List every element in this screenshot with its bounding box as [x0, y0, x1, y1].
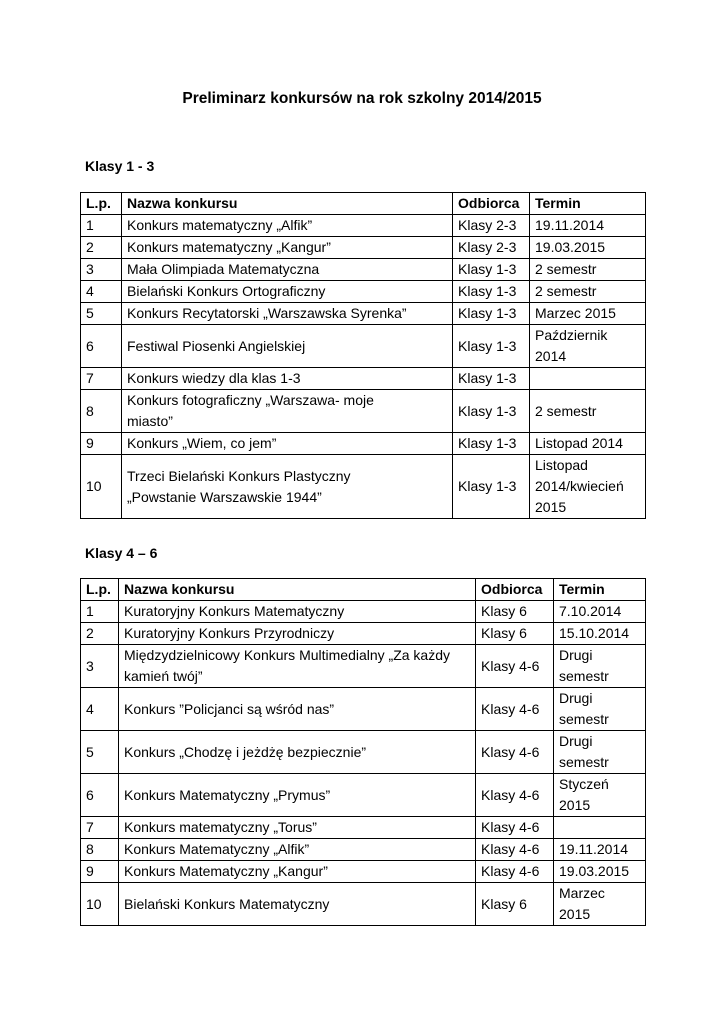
column-header-nazwa: Nazwa konkursu [122, 193, 453, 215]
cell-termin: Marzec 2015 [530, 303, 646, 325]
cell-odbiorca: Klasy 4-6 [476, 774, 554, 817]
table-row [81, 215, 646, 237]
cell-nazwa: Festiwal Piosenki Angielskiej [122, 325, 453, 368]
cell-nazwa: Konkurs Matematyczny „Kangur” [119, 861, 476, 883]
table-row [81, 688, 646, 731]
cell-termin: Drugi semestr [554, 731, 646, 774]
table-row [81, 623, 646, 645]
cell-nazwa: Konkurs Recytatorski „Warszawska Syrenka” [122, 303, 453, 325]
table-row [81, 601, 646, 623]
table-row [81, 455, 646, 519]
table-row [81, 259, 646, 281]
cell-odbiorca: Klasy 4-6 [476, 817, 554, 839]
cell-nazwa: Kuratoryjny Konkurs Przyrodniczy [119, 623, 476, 645]
cell-odbiorca: Klasy 6 [476, 883, 554, 926]
column-header-lp: L.p. [81, 193, 122, 215]
table-row [81, 325, 646, 368]
cell-lp: 8 [81, 390, 122, 433]
cell-termin: 7.10.2014 [554, 601, 646, 623]
cell-termin: 19.11.2014 [530, 215, 646, 237]
cell-termin: Październik 2014 [530, 325, 646, 368]
cell-lp: 8 [81, 839, 119, 861]
cell-odbiorca: Klasy 4-6 [476, 839, 554, 861]
cell-termin: Drugi semestr [554, 645, 646, 688]
table-row [81, 281, 646, 303]
cell-nazwa: Trzeci Bielański Konkurs Plastyczny „Powstanie Warszawskie 1944” [122, 455, 453, 519]
cell-termin [530, 368, 646, 390]
cell-lp: 9 [81, 861, 119, 883]
cell-odbiorca: Klasy 1-3 [453, 281, 530, 303]
cell-termin: Listopad 2014/kwiecień 2015 [530, 455, 646, 519]
column-header-termin: Termin [530, 193, 646, 215]
cell-lp: 4 [81, 281, 122, 303]
cell-lp: 6 [81, 774, 119, 817]
cell-termin: Marzec 2015 [554, 883, 646, 926]
cell-termin: 2 semestr [530, 281, 646, 303]
cell-termin [554, 817, 646, 839]
cell-lp: 3 [81, 645, 119, 688]
cell-odbiorca: Klasy 2-3 [453, 237, 530, 259]
cell-odbiorca: Klasy 6 [476, 601, 554, 623]
table-header-row [81, 579, 646, 601]
cell-odbiorca: Klasy 4-6 [476, 688, 554, 731]
cell-lp: 5 [81, 303, 122, 325]
table-row [81, 861, 646, 883]
cell-nazwa: Międzydzielnicowy Konkurs Multimedialny „Za każdy kamień twój” [119, 645, 476, 688]
table-header-row [81, 193, 646, 215]
cell-termin: 19.03.2015 [530, 237, 646, 259]
cell-lp: 10 [81, 883, 119, 926]
cell-nazwa: Konkurs fotograficzny „Warszawa- moje miasto” [122, 390, 453, 433]
cell-lp: 3 [81, 259, 122, 281]
cell-termin: 19.03.2015 [554, 861, 646, 883]
cell-nazwa: Kuratoryjny Konkurs Matematyczny [119, 601, 476, 623]
cell-lp: 10 [81, 455, 122, 519]
page-title: Preliminarz konkursów na rok szkolny 2014/2015 [182, 90, 542, 107]
column-header-nazwa: Nazwa konkursu [119, 579, 476, 601]
cell-lp: 2 [81, 623, 119, 645]
cell-odbiorca: Klasy 2-3 [453, 215, 530, 237]
cell-odbiorca: Klasy 1-3 [453, 390, 530, 433]
cell-termin: 2 semestr [530, 390, 646, 433]
cell-lp: 4 [81, 688, 119, 731]
table-row [81, 237, 646, 259]
cell-termin: Drugi semestr [554, 688, 646, 731]
cell-odbiorca: Klasy 1-3 [453, 433, 530, 455]
cell-termin: 15.10.2014 [554, 623, 646, 645]
cell-nazwa: Mała Olimpiada Matematyczna [122, 259, 453, 281]
section-heading-klasy-1-3: Klasy 1 - 3 [85, 158, 155, 174]
cell-nazwa: Konkurs „Chodzę i jeżdżę bezpiecznie” [119, 731, 476, 774]
table-row [81, 303, 646, 325]
cell-lp: 2 [81, 237, 122, 259]
cell-lp: 1 [81, 215, 122, 237]
cell-termin: 19.11.2014 [554, 839, 646, 861]
contest-table-klasy-1-3 [80, 192, 646, 519]
cell-termin: 2 semestr [530, 259, 646, 281]
cell-nazwa: Konkurs matematyczny „Torus” [119, 817, 476, 839]
contest-table-klasy-4-6 [80, 578, 646, 926]
cell-nazwa: Bielański Konkurs Matematyczny [119, 883, 476, 926]
cell-odbiorca: Klasy 6 [476, 623, 554, 645]
table-row [81, 433, 646, 455]
cell-lp: 7 [81, 817, 119, 839]
cell-lp: 7 [81, 368, 122, 390]
cell-termin: Listopad 2014 [530, 433, 646, 455]
cell-nazwa: Konkurs Matematyczny „Alfik” [119, 839, 476, 861]
cell-nazwa: Konkurs „Wiem, co jem” [122, 433, 453, 455]
cell-odbiorca: Klasy 4-6 [476, 645, 554, 688]
cell-nazwa: Konkurs ”Policjanci są wśród nas” [119, 688, 476, 731]
cell-nazwa: Konkurs Matematyczny „Prymus” [119, 774, 476, 817]
table-row [81, 368, 646, 390]
column-header-termin: Termin [554, 579, 646, 601]
cell-lp: 5 [81, 731, 119, 774]
cell-lp: 6 [81, 325, 122, 368]
cell-odbiorca: Klasy 1-3 [453, 259, 530, 281]
cell-lp: 1 [81, 601, 119, 623]
cell-odbiorca: Klasy 4-6 [476, 731, 554, 774]
table-row [81, 883, 646, 926]
table-row [81, 839, 646, 861]
column-header-odbiorca: Odbiorca [453, 193, 530, 215]
cell-odbiorca: Klasy 1-3 [453, 303, 530, 325]
cell-nazwa: Konkurs matematyczny „Kangur” [122, 237, 453, 259]
cell-nazwa: Konkurs matematyczny „Alfik” [122, 215, 453, 237]
table-row [81, 817, 646, 839]
table-row [81, 390, 646, 433]
cell-odbiorca: Klasy 1-3 [453, 455, 530, 519]
table-row [81, 774, 646, 817]
cell-odbiorca: Klasy 1-3 [453, 325, 530, 368]
cell-lp: 9 [81, 433, 122, 455]
section-heading-klasy-4-6: Klasy 4 – 6 [85, 545, 158, 561]
cell-termin: Styczeń 2015 [554, 774, 646, 817]
cell-odbiorca: Klasy 1-3 [453, 368, 530, 390]
column-header-lp: L.p. [81, 579, 119, 601]
cell-nazwa: Bielański Konkurs Ortograficzny [122, 281, 453, 303]
table-row [81, 645, 646, 688]
cell-odbiorca: Klasy 4-6 [476, 861, 554, 883]
table-row [81, 731, 646, 774]
cell-nazwa: Konkurs wiedzy dla klas 1-3 [122, 368, 453, 390]
column-header-odbiorca: Odbiorca [476, 579, 554, 601]
